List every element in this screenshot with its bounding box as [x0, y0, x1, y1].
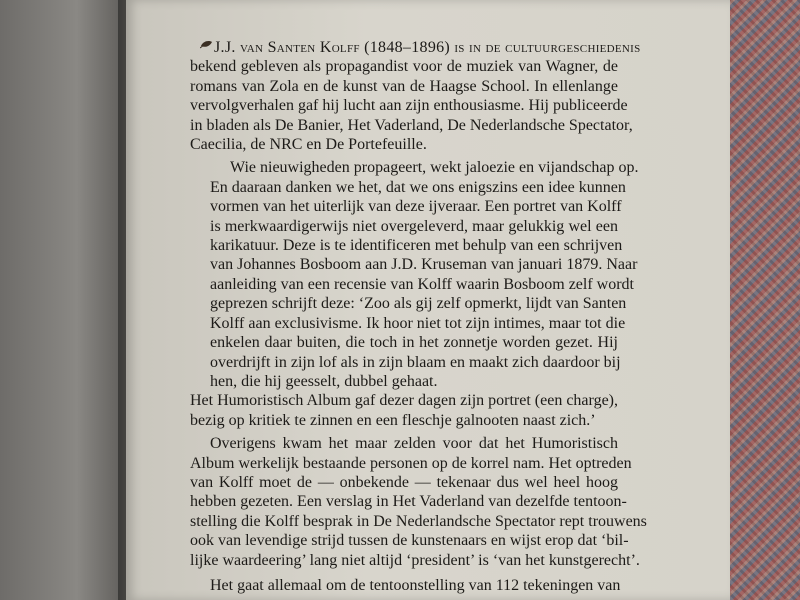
page-text — [190, 38, 647, 595]
text-line: bekend gebleven als propagandist voor de muziek van Wagner, de — [190, 58, 618, 76]
text-line: En daaraan danken we het, dat we ons enigszins een idee kunnen — [210, 178, 626, 196]
fabric-background — [730, 0, 800, 600]
text-line: bezig op kritiek te zinnen en een fleschje galnooten naast zich.’ — [190, 411, 596, 429]
text-line: stelling die Kolff besprak in De Nederlandsche Spectator rept trouwens — [190, 512, 647, 530]
text-line: overdrijft in zijn lof als in zijn blaam en maakt zich daardoor bij — [210, 353, 621, 371]
text-line: hebben gezeten. Een verslag in Het Vaderland van dezelfde tentoon- — [190, 493, 627, 511]
text-line: romans van Zola en de kunst van de Haagse School. In ellenlange — [190, 77, 618, 95]
paragraph-2 — [190, 158, 639, 391]
text-line: van Johannes Bosboom aan J.D. Kruseman van januari 1879. Naar — [210, 256, 638, 274]
left-page — [0, 0, 128, 600]
text-line: karikatuur. Deze is te identificeren met behulp van een schrijven — [210, 237, 623, 255]
text-line: Wie nieuwigheden propageert, wekt jaloezie en vijandschap op. — [230, 159, 639, 177]
text-line: Het Humoristisch Album gaf dezer dagen zijn portret (een charge), — [190, 392, 618, 410]
text-line: lijke waardeering’ lang niet altijd ‘president’ is ‘van het kunstgerecht’. — [190, 551, 640, 569]
paragraph-intro — [190, 38, 641, 154]
text-line: ook van levendige strijd tussen de kunstenaars en wijst erop dat ‘bil- — [190, 532, 629, 550]
text-line: hen, die hij geesselt, dubbel gehaat. — [210, 372, 438, 390]
text-line: Caecilia, de NRC en De Portefeuille. — [190, 136, 427, 154]
text-line: vormen van het uiterlijk van deze ijveraar. Een portret van Kolff — [210, 198, 622, 216]
text-line: Album werkelijk bestaande personen op de korrel nam. Het optreden — [190, 454, 632, 472]
paragraph-3 — [190, 391, 618, 430]
text-line: geprezen schrijft deze: ‘Zoo als gij zelf opmerkt, lijdt van Santen — [210, 295, 627, 313]
text-line: Overigens kwam het maar zelden voor dat het Humoristisch — [210, 435, 618, 453]
paragraph-5 — [190, 576, 621, 595]
text-line: vervolgverhalen gaf hij lucht aan zijn enthousiasme. Hij publiceerde — [190, 97, 628, 115]
text-line: enkelen daar buiten, die toch in het zonnetje worden gezet. Hij — [210, 334, 618, 352]
text-line: aanleiding van een recensie van Kolff waarin Bosboom zelf wordt — [210, 275, 634, 293]
text-line: is merkwaardigerwijs niet overgeleverd, maar gelukkig wel een — [210, 217, 618, 235]
intro-head-line: J.J. van Santen Kolff (1848–1896) is in de cultuurgeschiedenis — [214, 39, 641, 56]
text-line: van Kolff moet de — onbekende — tekenaar dus wel heel hoog — [190, 473, 618, 491]
paragraph-4 — [190, 434, 647, 570]
text-line: in bladen als De Banier, Het Vaderland, De Nederlandsche Spectator, — [190, 116, 633, 134]
text-line: Kolff aan exclusivisme. Ik hoor niet tot zijn intimes, maar tot die — [210, 314, 626, 332]
text-line: Het gaat allemaal om de tentoonstelling van 112 tekeningen van — [210, 576, 621, 594]
